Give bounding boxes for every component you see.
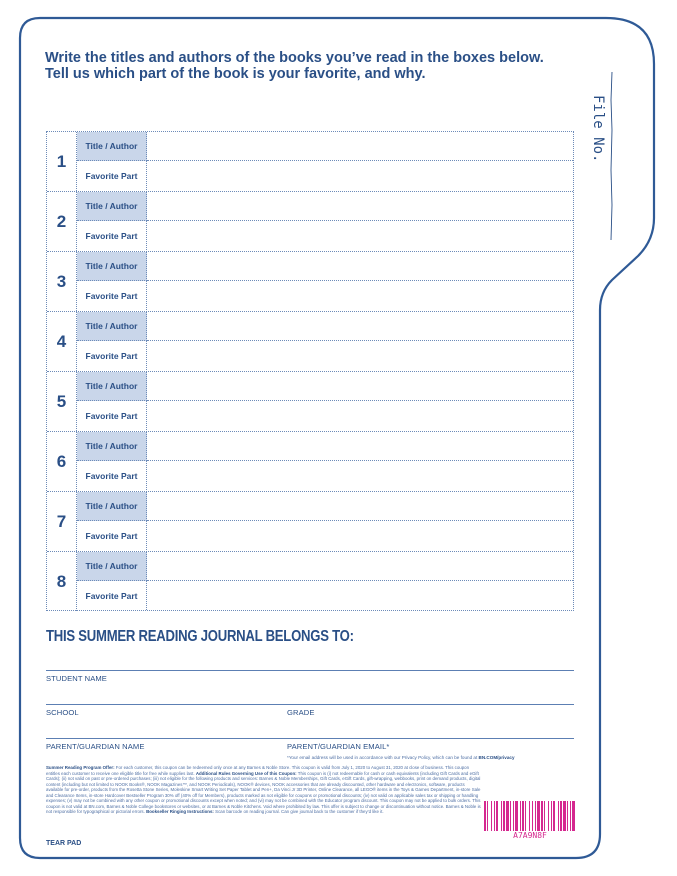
- instructions-line-1: Write the titles and authors of the books you’ve read in the boxes below.: [45, 50, 544, 66]
- favorite-part-field[interactable]: [147, 581, 573, 610]
- ringing-text: Scan barcode on reading journal. Can give journal back to the customer if they’d like it.: [215, 809, 384, 814]
- parent-name-label: PARENT/GUARDIAN NAME: [46, 742, 145, 751]
- entry-number: 3: [47, 252, 77, 311]
- barcode-bar: [525, 801, 526, 831]
- favorite-part-field[interactable]: [147, 221, 573, 250]
- rules-text: This coupon is (i) not redeemable for cash or cash equivalents (including Gift Cards and eGift Cards); (ii) not valid on past or pre-ordered purchases; (iii) not eligible for the following products and services: Barnes & Noble Memberships, Gift Cards, eGift Cards, gift-wrapping, webbooks, print on demand products, digital content (including but not limited to NOOK Books®, NOOK Magazines™, and NOOK Periodicals), NOOK® devices, NOOK accessories that are already discounted, other hardware and electronics, software, products available for pre-order, products from the Rosetta Stone Series, Moleskine Smart Writing Set Paper Tablet and Pen+, Da Vinci Jr 3D Printer, Online Clearance, all LEGO® items in the Toys & Games Department, in-store Sale and Clearance Items, in-store Hardcover Bestseller Program 30% off (40% off for Members), products marked as not eligible for coupons or promotional discounts; (iv) not valid on applicable sales tax or shipping or handling expenses; (v) may not be combined with any other coupon or promotional discounts except when noted; and (vi) may not be combined with the Educator program discount. This coupon may not be applied to bulk orders. This coupon is not valid at BN.com, Barnes & Noble College bookstores or websites, or at Barnes & Noble Kitchens. Void where prohibited by law. This offer is subject to change or discontinuation without notice. Barnes & Noble is not responsible for typographical or pictorial errors.: [46, 770, 481, 814]
- school-grade-line[interactable]: [46, 704, 574, 705]
- privacy-note-text: *Your email address will be used in accordance with our Privacy Policy, which can be found at: [287, 755, 478, 760]
- favorite-part-label: Favorite Part: [77, 161, 147, 190]
- title-author-field[interactable]: [147, 252, 573, 281]
- favorite-part-label: Favorite Part: [77, 581, 147, 610]
- barcode-bar: [503, 801, 505, 831]
- entry-number: 5: [47, 372, 77, 431]
- barcode-bar: [553, 801, 555, 831]
- barcode-bar: [541, 801, 543, 831]
- favorite-part-label: Favorite Part: [77, 461, 147, 490]
- barcode-bar: [496, 801, 498, 831]
- favorite-part-field[interactable]: [147, 341, 573, 370]
- file-tab-rule: [611, 72, 612, 240]
- barcode-bar: [563, 801, 566, 831]
- barcode-bar: [548, 801, 549, 831]
- barcode-bar: [560, 801, 562, 831]
- student-name-label: STUDENT NAME: [46, 674, 107, 683]
- barcode-bar: [567, 801, 568, 831]
- favorite-part-label: Favorite Part: [77, 401, 147, 430]
- barcode-bar: [570, 801, 571, 831]
- title-author-label: Title / Author: [77, 312, 147, 341]
- barcode-bar: [484, 801, 486, 831]
- barcode-bar: [544, 801, 545, 831]
- parent-info-line[interactable]: [46, 738, 574, 739]
- title-author-label: Title / Author: [77, 372, 147, 401]
- reading-log-grid: [46, 131, 574, 611]
- barcode-bar: [532, 801, 533, 831]
- barcode-bar: [513, 801, 514, 831]
- title-author-field[interactable]: [147, 432, 573, 461]
- entry-number: 6: [47, 432, 77, 491]
- offer-text: For each customer, this coupon can be redeemed only once at any Barnes & Noble Store. This coupon is valid from July 1, 2020 to August 31, 2020 at close of business. This coupon entitles each customer to receive one eligible title for free while supplies last.: [46, 765, 470, 776]
- barcode-bar: [491, 801, 492, 831]
- entry-number: 2: [47, 192, 77, 251]
- barcode-bar: [515, 801, 518, 831]
- log-entry-2: [47, 192, 573, 252]
- entry-number: 1: [47, 132, 77, 191]
- title-author-field[interactable]: [147, 552, 573, 581]
- barcode-bar: [510, 801, 511, 831]
- barcode-graphic: [484, 801, 576, 831]
- log-entry-7: [47, 492, 573, 552]
- title-author-label: Title / Author: [77, 192, 147, 221]
- parent-email-label: PARENT/GUARDIAN EMAIL*: [287, 742, 390, 751]
- ringing-label: Bookseller Ringing Instructions:: [146, 809, 214, 814]
- instructions-line-2: Tell us which part of the book is your favorite, and why.: [45, 66, 426, 82]
- barcode-bar: [494, 801, 495, 831]
- barcode-bar: [551, 801, 552, 831]
- favorite-part-label: Favorite Part: [77, 521, 147, 550]
- journal-owner-heading: THIS SUMMER READING JOURNAL BELONGS TO:: [46, 628, 354, 645]
- favorite-part-label: Favorite Part: [77, 221, 147, 250]
- title-author-label: Title / Author: [77, 252, 147, 281]
- coupon-fine-print: [46, 765, 482, 829]
- title-author-field[interactable]: [147, 192, 573, 221]
- log-entry-3: [47, 252, 573, 312]
- barcode-bar: [487, 801, 488, 831]
- barcode-bar: [537, 801, 540, 831]
- log-entry-1: [47, 132, 573, 192]
- rules-label: Additional Rules Governing Use of this Coupon:: [195, 770, 297, 776]
- barcode-code: A7A9N8F: [513, 831, 547, 840]
- title-author-field[interactable]: [147, 132, 573, 161]
- title-author-label: Title / Author: [77, 432, 147, 461]
- favorite-part-field[interactable]: [147, 281, 573, 310]
- offer-label: Summer Reading Program Offer:: [46, 765, 115, 770]
- log-entry-4: [47, 312, 573, 372]
- barcode-bar: [501, 801, 502, 831]
- tear-pad-label: TEAR PAD: [46, 840, 82, 847]
- entry-number: 7: [47, 492, 77, 551]
- title-author-label: Title / Author: [77, 552, 147, 581]
- barcode-bar: [529, 801, 530, 831]
- barcode-bar: [520, 801, 521, 831]
- title-author-field[interactable]: [147, 492, 573, 521]
- barcode-bar: [535, 801, 536, 831]
- file-no-label: File No.: [590, 95, 606, 163]
- privacy-link[interactable]: BN.COM/privacy: [478, 755, 515, 760]
- school-label: SCHOOL: [46, 708, 79, 717]
- favorite-part-field[interactable]: [147, 161, 573, 190]
- student-name-line[interactable]: [46, 670, 574, 671]
- barcode-bar: [506, 801, 509, 831]
- entry-number: 4: [47, 312, 77, 371]
- favorite-part-label: Favorite Part: [77, 281, 147, 310]
- title-author-label: Title / Author: [77, 492, 147, 521]
- title-author-field[interactable]: [147, 312, 573, 341]
- entry-number: 8: [47, 552, 77, 611]
- favorite-part-field[interactable]: [147, 401, 573, 430]
- favorite-part-label: Favorite Part: [77, 341, 147, 370]
- barcode-bar: [522, 801, 524, 831]
- instructions-heading: [45, 50, 585, 82]
- favorite-part-field[interactable]: [147, 521, 573, 550]
- title-author-label: Title / Author: [77, 132, 147, 161]
- log-entry-8: [47, 552, 573, 612]
- barcode-bar: [572, 801, 575, 831]
- log-entry-6: [47, 432, 573, 492]
- log-entry-5: [47, 372, 573, 432]
- title-author-field[interactable]: [147, 372, 573, 401]
- grade-label: GRADE: [287, 708, 315, 717]
- barcode-bar: [558, 801, 559, 831]
- privacy-note: [287, 755, 515, 760]
- favorite-part-field[interactable]: [147, 461, 573, 490]
